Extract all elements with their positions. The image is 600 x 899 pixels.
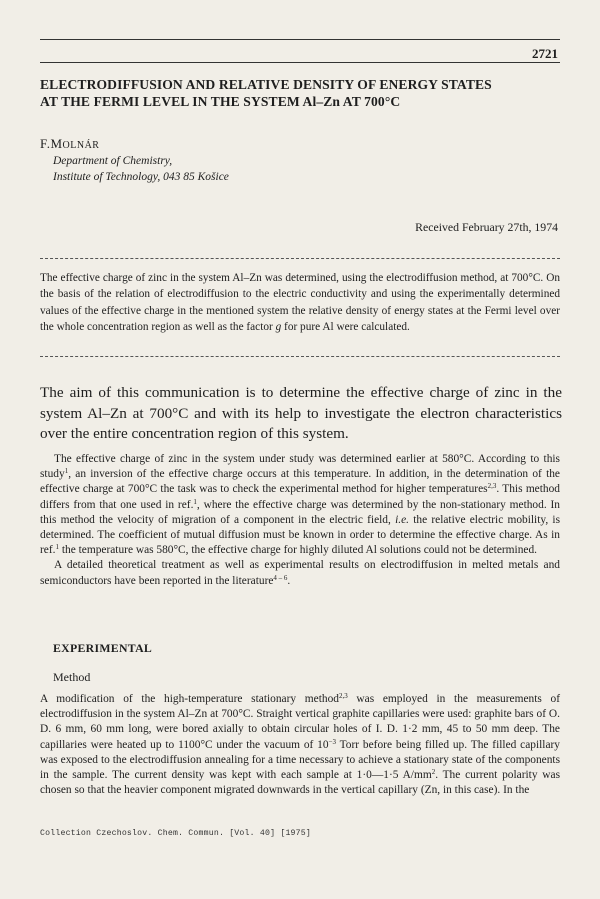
journal-footer: Collection Czechoslov. Chem. Commun. [Vol. 40] [1975] [40,829,312,838]
p1-text-4: , where the effective charge was determined by the non-stationary method. In this method the velocity of migration of a component in the electric field, [40,498,560,526]
m-unit-exponent: 2 [431,768,436,777]
title-line-2: AT THE FERMI LEVEL IN THE SYSTEM Al–Zn AT 700°C [40,94,401,109]
author-name [40,136,99,152]
abstract-text-b: for pure Al were calculated. [281,320,410,333]
p1-ref-1: 1 [64,467,69,476]
p1-ref-3: 1 [193,497,197,506]
affiliation-line-2: Institute of Technology, 043 85 Košice [53,170,229,183]
p1-ref-4: 1 [55,543,59,552]
author-initial: F. [40,136,51,151]
p1-ie: i.e. [395,513,409,526]
p2-ref-1: 4 – 6 [273,573,288,582]
header-rule [40,62,560,63]
article-title [40,76,565,110]
intro-paragraph-1 [40,452,560,558]
m-ref-1: 2,3 [338,692,348,700]
m-text-2: was employed in the measurements of electrodiffusion in the system Al–Zn at 700°C. Straight vertical graphite capillaries were used: graphite bars of O. D. 6 mm, 60 mm long, were bored axially to obtain circular holes of I. D. 1·2 mm, 45 to 50 mm deep. The capillaries were heated up to 1100°C under the vacuum of 10 [40,693,561,751]
author-surname-rest: OLNÁR [62,140,100,151]
m-exponent: −3 [328,737,337,746]
p1-ref-2: 2,3 [487,482,497,491]
affiliation [53,154,229,185]
intro-paragraph-2 [40,558,560,588]
abstract [40,270,560,335]
m-text-3: Torr before being filled up. The filled capillary was exposed to the electrodiffusion annealing for a time necessary to achieve a stationary state of the components in the sample. The current density was kept with each sample at 1·0—1·5 A/mm [40,738,560,782]
p1-text-1: The effective charge of zinc in the system under study was determined earlier at 580°C. According to this study [40,453,560,481]
abstract-top-rule [40,258,560,259]
lead-paragraph: The aim of this communication is to determine the effective charge of zinc in the system Al–Zn at 700°C and with its help to investigate the electron characteristics over the entire concentration region of this system. [40,384,562,442]
title-line-1: ELECTRODIFFUSION AND RELATIVE DENSITY OF ENERGY STATES [40,77,492,92]
m-text-4: . The current polarity was chosen so that the heavier component migrated downwards in the vertical capillary (Zn, in this case). In the [40,769,561,797]
method-body [40,692,560,798]
page-number: 2721 [532,46,558,61]
abstract-text-a: The effective charge of zinc in the system Al–Zn was determined, using the electrodiffusion method, at 700°C. On the basis of the relation of electrodiffusion to the electric conductivity and using the experimentally determined values of the effective charge in the mentioned system the relative density of energy states at the Fermi level over the whole concentration region as well as the factor [40,272,560,333]
received-date: Received February 27th, 1974 [415,220,558,234]
abstract-factor-g: g [275,320,282,333]
section-heading: EXPERIMENTAL [53,641,153,655]
affiliation-line-1: Department of Chemistry, [53,155,173,167]
p1-text-6: the temperature was 580°C, the effective charge for highly diluted Al solutions could not be determined. [59,544,537,557]
p1-text-5: the relative electric mobility, is determined. The coefficient of mutual diffusion must be known in order to determine the effective charge. As in ref. [40,513,560,557]
p2-text-2: . [287,574,291,587]
p1-text-2: , an inversion of the effective charge occurs at this temperature. In addition, in the determination of the effective charge at 700°C the task was to check the experimental method for higher temperatures [40,468,560,496]
p1-text-3: . This method differs from that one used in ref. [40,483,560,511]
method-paragraph [40,692,560,798]
intro-body [40,452,560,589]
subsection-heading: Method [53,670,91,684]
top-rule [40,39,560,40]
author-surname-first: M [50,136,63,151]
p2-text-1: A detailed theoretical treatment as well as experimental results on electrodiffusion in melted metals and semiconductors have been reported in the literature [40,559,560,587]
abstract-bottom-rule [40,356,560,357]
m-text-1: A modification of the high-temperature stationary method [40,693,339,705]
